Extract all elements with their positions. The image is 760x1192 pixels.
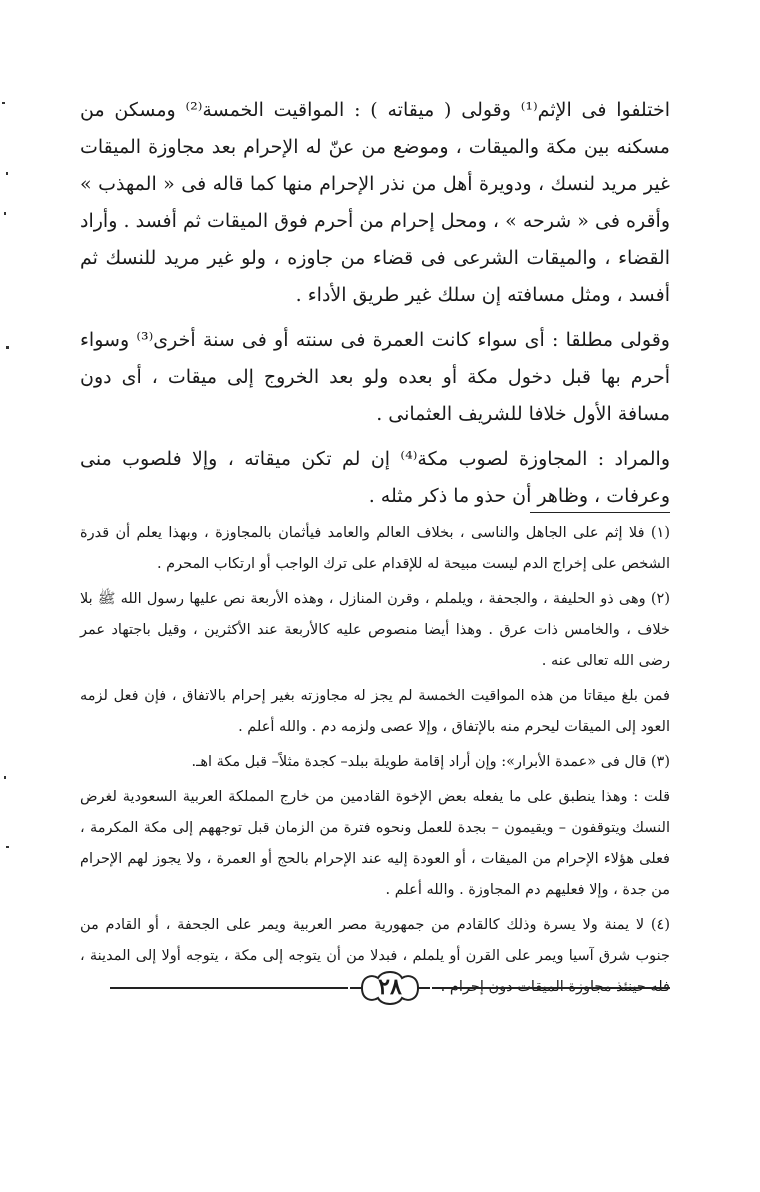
footnote-4: (٤) لا يمنة ولا يسرة وذلك كالقادم من جمهورية مصر العربية ويمر على الجحفة ، أو القادم من جنوب شرق آسيا ويمر على القرن أو يلملم ، فبدلا من أن يتوجه إلى مكة ، يتوجه أولا إلى المدينة ، فله حينئذ مجاوزة الميقات دون إحرام . (80, 917, 670, 995)
page-number: ٢٨ (378, 974, 402, 1000)
footnote-3: (٣) قال فى «عمدة الأبرار»: وإن أراد إقامة طويلة ببلد– كجدة مثلاً– قبل مكة اهـ. (191, 754, 670, 770)
footnote-1: (١) فلا إثم على الجاهل والناسى ، بخلاف العالم والعامد فيأثمان بالمجاوزة ، وبهذا يعلم أن قدرة الشخص على إخراج الدم ليست مبيحة له للإقدام على ترك الواجب أو ارتكاب المحرم . (80, 525, 670, 572)
paragraph-miqat-definition: اختلفوا فى الإثم⁽¹⁾ وقولى ( ميقاته ) : المواقيت الخمسة⁽²⁾ ومسكن من مسكنه بين مكة والميقات ، وموضع من عنّ له الإحرام بعد مجاوزة الميقات غير مريد لنسك ، ودويرة أهل من نذر الإحرام منها كما قاله فى « المهذب » وأقره فى « شرحه » ، ومحل إحرام من أحرم فوق الميقات ثم أفسد . وأراد القضاء ، والميقات الشرعى فى قضاء من جاوزه ، ولو غير مريد للنسك ثم أفسد ، ومثل مسافته إن سلك غير طريق الأداء . (80, 99, 670, 306)
scan-speck (4, 212, 6, 215)
footnote-separator (530, 512, 670, 513)
main-text (80, 92, 670, 523)
scan-speck (2, 102, 5, 104)
ornament-rule-right (432, 987, 670, 989)
footnote-2-continued: فمن بلغ ميقاتا من هذه المواقيت الخمسة لم يجز له مجاوزته بغير إحرام بالاتفاق ، فإن فعل لزمه العود إلى الميقات ليحرم منه بالإتفاق ، وإلا عصى ولزمه دم . والله أعلم . (80, 688, 670, 735)
page-number-ornament (110, 968, 670, 1008)
paragraph-mutlaqan: وقولى مطلقا : أى سواء كانت العمرة فى سنته أو فى سنة أخرى⁽³⁾ وسواء أحرم بها قبل دخول مكة أو بعده ولو بعد الخروج إلى ميقات ، أى دون مسافة الأول خلافا للشريف العثمانى . (80, 329, 670, 425)
scan-speck (4, 776, 6, 779)
ornament-rule-left (110, 987, 348, 989)
footnote-3-note: قلت : وهذا ينطبق على ما يفعله بعض الإخوة القادمين من خارج المملكة العربية السعودية لغرض النسك ويتوقفون – ويقيمون – بجدة للعمل ونحوه فترة من الزمان قبل توجههم إلى مكة المكرمة ، فعلى هؤلاء الإحرام من الميقات ، أو العودة إليه عند الإحرام بالحج أو العمرة ، ولا يجوز لهم الإحرام من جدة ، وإلا فعليهم دم المجاوزة . والله أعلم . (80, 789, 670, 898)
footnotes (80, 518, 670, 1007)
footnote-2: (٢) وهى ذو الحليفة ، والجحفة ، ويلملم ، وقرن المنازل ، وهذه الأربعة نص عليها رسول الله ﷺ بلا خلاف ، والخامس ذات عرق . وهذا أيضا منصوص عليه كالأربعة عند الأكثرين ، وقيل باجتهاد عمر رضى الله تعالى عنه . (80, 591, 670, 669)
scan-speck (6, 172, 8, 175)
scan-speck (6, 846, 9, 848)
paragraph-al-murad: والمراد : المجاوزة لصوب مكة⁽⁴⁾ إن لم تكن ميقاته ، وإلا فلصوب منى وعرفات ، وظاهر أن حذو ما ذكر مثله . (80, 448, 670, 507)
scan-speck (6, 346, 9, 349)
